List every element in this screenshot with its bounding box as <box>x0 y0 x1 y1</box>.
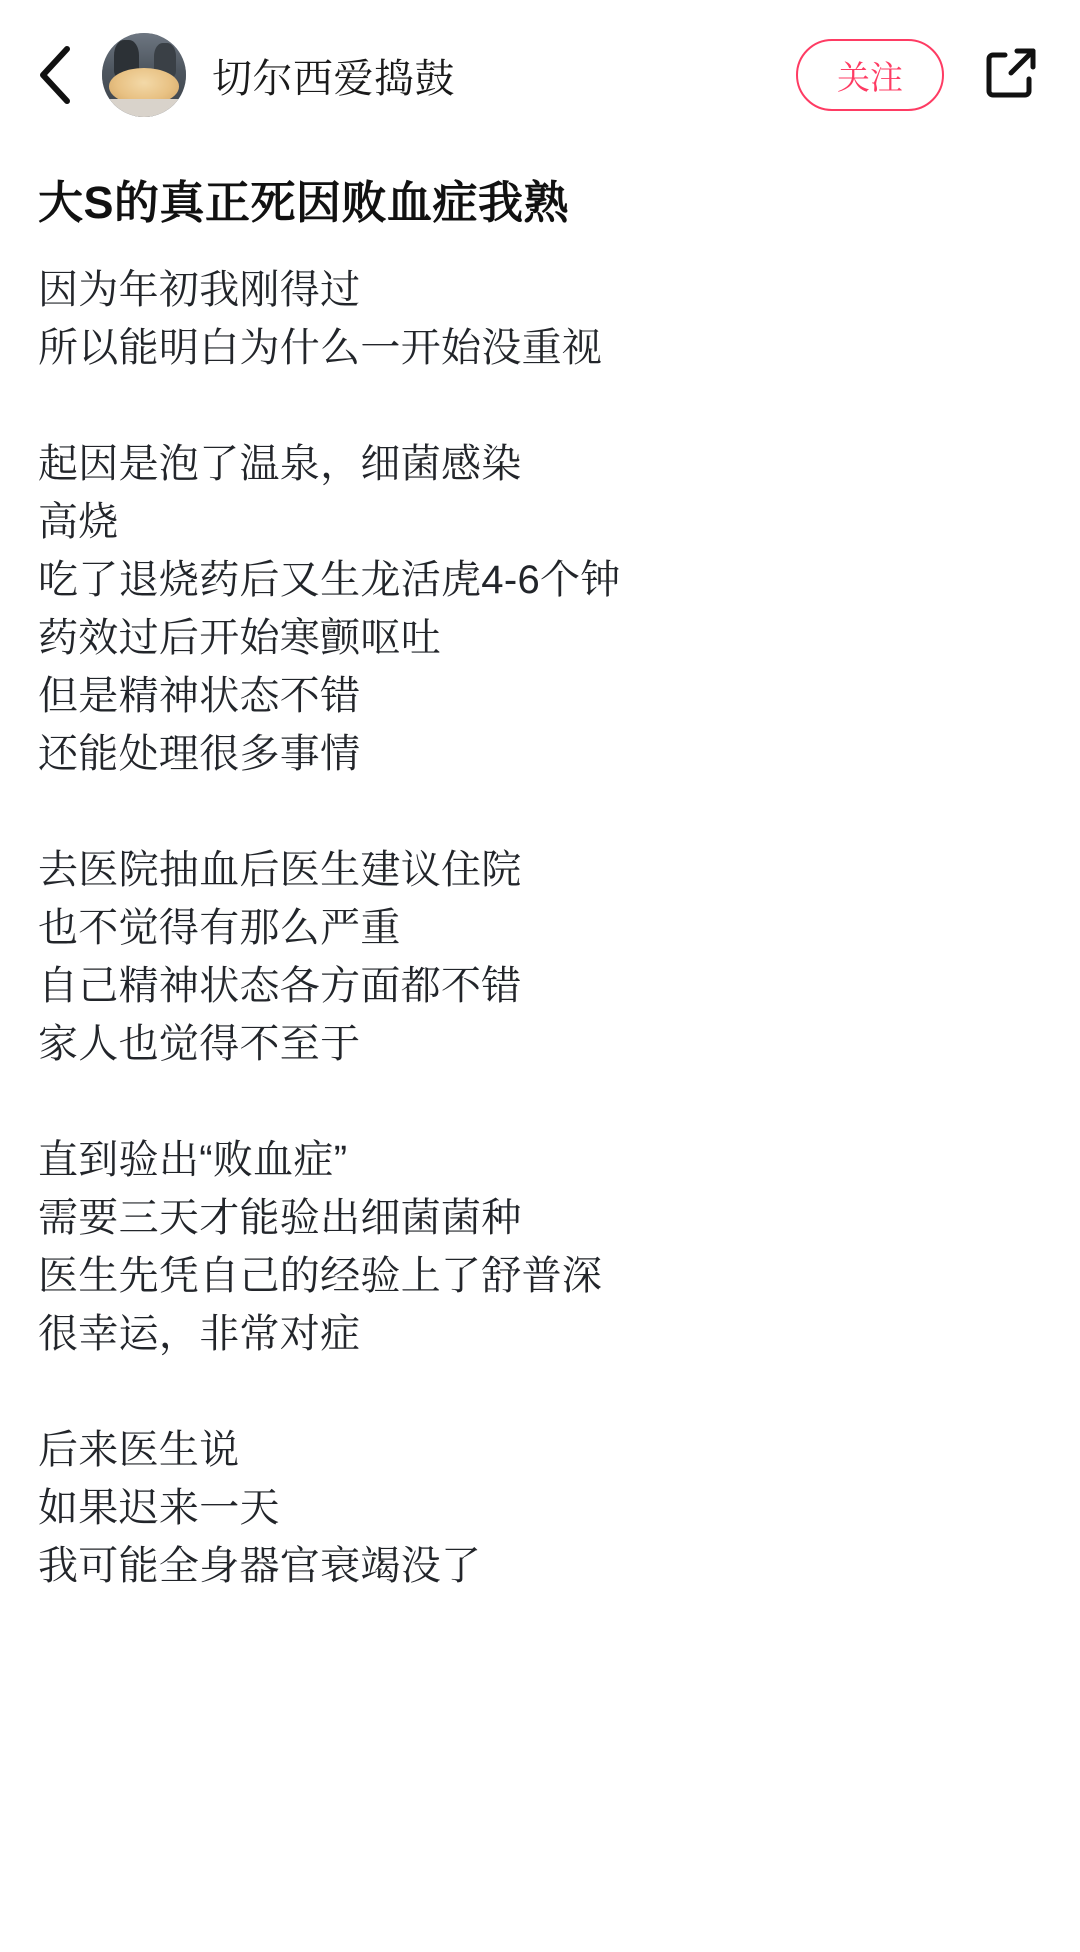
post-line: 我可能全身器官衰竭没了 <box>38 1543 482 1588</box>
avatar[interactable] <box>102 33 186 117</box>
paragraph-gap <box>38 1073 1040 1131</box>
author-name[interactable]: 切尔西爱捣鼓 <box>212 56 455 101</box>
page-title: 大S的真正死因败血症我熟 <box>38 177 570 228</box>
top-bar <box>0 0 1080 150</box>
post-line: 很幸运，非常对症 <box>38 1311 361 1356</box>
article-content <box>0 150 1080 1595</box>
avatar-table <box>102 99 186 117</box>
follow-button[interactable] <box>796 39 944 111</box>
share-external-icon <box>981 43 1041 108</box>
paragraph-gap <box>38 377 1040 435</box>
paragraph-gap <box>38 1363 1040 1421</box>
post-line: 需要三天才能验出细菌菌种 <box>38 1195 522 1240</box>
post-line: 高烧 <box>38 499 119 544</box>
post-line: 还能处理很多事情 <box>38 731 361 776</box>
post-line: 去医院抽血后医生建议住院 <box>38 847 522 892</box>
follow-button-label: 关注 <box>837 58 903 96</box>
post-line: 家人也觉得不至于 <box>38 1021 361 1066</box>
post-line: 所以能明白为什么一开始没重视 <box>38 325 603 370</box>
post-line: 因为年初我刚得过 <box>38 267 361 312</box>
post-line: 但是精神状态不错 <box>38 673 361 718</box>
paragraph-gap <box>38 783 1040 841</box>
post-body <box>38 261 1040 1595</box>
post-line: 自己精神状态各方面都不错 <box>38 963 522 1008</box>
post-line: 药效过后开始寒颤呕吐 <box>38 615 441 660</box>
share-button[interactable] <box>978 42 1044 108</box>
post-line: 后来医生说 <box>38 1427 240 1472</box>
post-line: 如果迟来一天 <box>38 1485 280 1530</box>
post-line: 医生先凭自己的经验上了舒普深 <box>38 1253 603 1298</box>
post-line: 吃了退烧药后又生龙活虎4-6个钟 <box>38 557 621 602</box>
back-button[interactable] <box>34 43 90 107</box>
post-line: 也不觉得有那么严重 <box>38 905 401 950</box>
post-line: 起因是泡了温泉，细菌感染 <box>38 441 522 486</box>
chevron-left-icon <box>34 43 78 107</box>
post-line: 直到验出“败血症” <box>38 1137 348 1182</box>
